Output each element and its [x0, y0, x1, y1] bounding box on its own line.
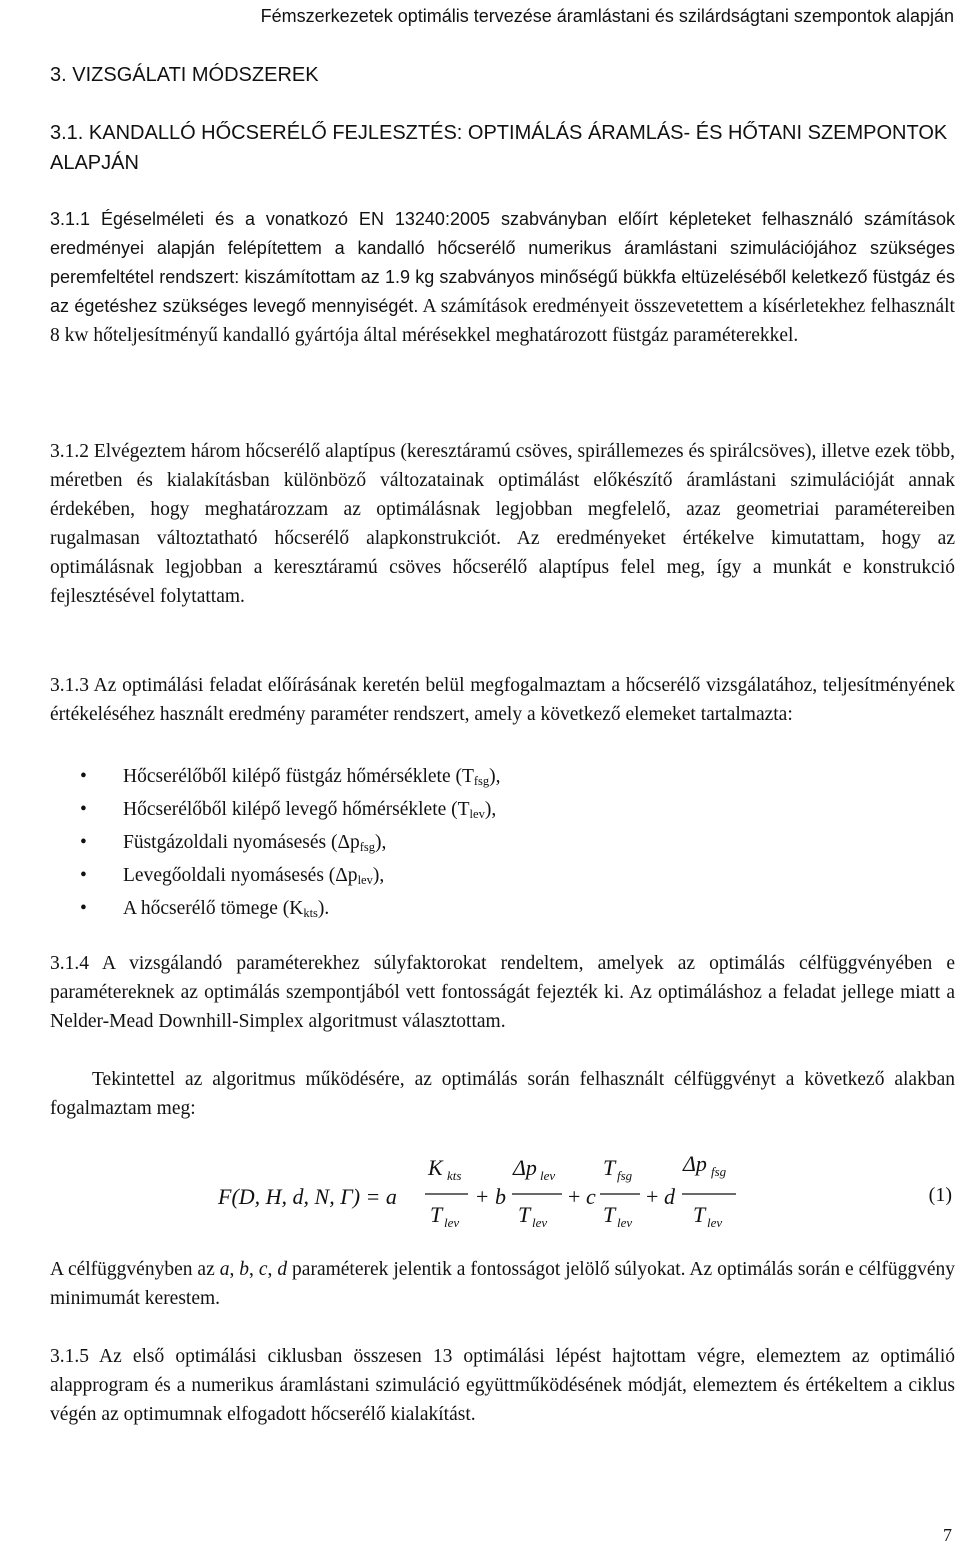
- bullet-icon: •: [80, 766, 87, 787]
- term2-numerator-sub: lev: [540, 1168, 556, 1183]
- term1-denominator: T: [430, 1202, 443, 1227]
- term2-denominator-sub: lev: [532, 1215, 548, 1230]
- paragraph-3-1-4: 3.1.4 A vizsgálandó paraméterekhez súlyfaktorokat rendeltem, amelyek az optimálás célfüggvényében e paramétereknek az optimálás szempontjából vett fontosságát fejezték ki. Az optimáláshoz a feladat jellege miatt a Nelder-Mead Downhill-Simplex algoritmust választottam.: [50, 953, 955, 1032]
- list-item-text: Hőcserélőből kilépő levegő hőmérséklete (T: [123, 799, 470, 820]
- subsection-heading: 3.1. KANDALLÓ HŐCSERÉLŐ FEJLESZTÉS: OPTIMÁLÁS ÁRAMLÁS- ÉS HŐTANI SZEMPONTOK ALAPJÁN: [50, 122, 948, 174]
- running-header: Fémszerkezetek optimális tervezése áramlástani és szilárdságtani szempontok alapján: [260, 6, 954, 26]
- term4-numerator: Δp: [683, 1151, 707, 1176]
- list-item-suffix: ).: [317, 898, 330, 919]
- list-item-text: A hőcserélő tömege (K: [123, 898, 304, 919]
- list-item-suffix: ),: [375, 832, 387, 853]
- term3-numerator: T: [603, 1155, 616, 1180]
- weights-separator: ,: [249, 1259, 259, 1280]
- list-item-suffix: ),: [484, 799, 497, 820]
- objective-function-formula: [0, 1142, 960, 1242]
- term3-denominator: T: [603, 1202, 616, 1227]
- list-item-subscript: lev: [357, 873, 373, 887]
- paragraph-3-1-2: 3.1.2 Elvégeztem három hőcserélő alaptípus (keresztáramú csöves, spirállemezes és spirálcsöves), illetve ezek több, méretben és kialakításban különböző változatainak optimálást előkészítő áramlástani szimulációját annak érdekében, hogy meghatározzam az optimálásnak legjobban megfelelő, azaz geometriai paramétereiben rugalmasan változtatható hőcserélő alapkonstrukciót. Az eredményeket értékelve kimutattam, hogy az optimálásnak legjobban a keresztáramú csöves hőcserélő alaptípus felel meg, így a munkát e konstrukció fejlesztésével folytattam.: [50, 441, 955, 607]
- term2-denominator: T: [518, 1202, 531, 1227]
- list-item: [80, 892, 501, 925]
- plus-sign-3: +: [646, 1184, 659, 1209]
- term3-numerator-sub: fsg: [617, 1168, 633, 1183]
- list-item: [80, 760, 501, 793]
- term1-denominator-sub: lev: [444, 1215, 460, 1230]
- list-item-suffix: ),: [372, 865, 385, 886]
- paragraph-3-1-3: 3.1.3 Az optimálási feladat előírásának keretén belül megfogalmaztam a hőcserélő vizsgálatához, teljesítményének értékeléséhez használt eredmény paraméter rendszert, amely a következő elemeket tartalmazta:: [50, 675, 955, 725]
- weights-suffix: paraméterek jelentik a fontosságot jelölő súlyokat. Az optimálás során e célfüggvény minimumát kerestem.: [50, 1259, 956, 1309]
- weight-b: b: [239, 1259, 250, 1280]
- list-item: [80, 826, 501, 859]
- term3-denominator-sub: lev: [617, 1215, 633, 1230]
- paragraph-3-1-4-continued: Tekintettel az algoritmus működésére, az optimálás során felhasznált célfüggvényt a következő alakban fogalmaztam meg:: [50, 1069, 955, 1119]
- paragraph-3-1-1: [50, 205, 955, 350]
- paragraph-3-1-1-serif-part: A számítások eredményeit összevetettem a kísérletekhez felhasznált 8 kw hőteljesítményű kandalló gyártója által mérésekkel meghatározott füstgáz paraméterekkel.: [50, 296, 955, 346]
- plus-sign-2: +: [568, 1184, 581, 1209]
- term4-denominator-sub: lev: [707, 1215, 723, 1230]
- paragraph-3-1-1-sans-part: 3.1.1 Égéselméleti és a vonatkozó EN 13240:2005 szabványban előírt képleteket felhasználó számítások eredményei alapján felépítettem a kandalló hőcserélő numerikus áramlástani szimulációjához szükséges peremfeltétel rendszert: kiszámítottam az 1.9 kg szabványos minőségű bükkfa eltüzeléséből keletkező füstgáz és az égetéshez szükséges levegő mennyiségét.: [50, 209, 955, 316]
- coef-d: d: [664, 1184, 675, 1209]
- weight-a: a: [219, 1259, 230, 1280]
- term4-denominator: T: [693, 1202, 706, 1227]
- term1-numerator-sub: kts: [447, 1168, 462, 1183]
- bullet-icon: •: [80, 898, 87, 919]
- list-item-subscript: fsg: [359, 840, 376, 854]
- list-item-text: Füstgázoldali nyomásesés (Δp: [123, 832, 360, 853]
- list-item-subscript: lev: [469, 807, 485, 821]
- bullet-icon: •: [80, 799, 87, 820]
- coef-c: c: [586, 1184, 596, 1209]
- term4-numerator-sub: fsg: [711, 1164, 727, 1179]
- list-item-subscript: kts: [303, 906, 318, 920]
- bullet-icon: •: [80, 832, 87, 853]
- formula-lhs: F(D, H, d, N, Γ) = a: [218, 1184, 397, 1209]
- term2-numerator: Δp: [513, 1155, 537, 1180]
- coef-b: b: [495, 1184, 506, 1209]
- weights-prefix: A célfüggvényben az: [50, 1259, 220, 1280]
- paragraph-3-1-5: 3.1.5 Az első optimálási ciklusban összesen 13 optimálási lépést hajtottam végre, elemeztem az optimálió alapprogram és a numerikus áramlástani szimuláció együttműködésének módját, elemeztem és értékeltem a ciklus végén az optimumnak elfogadott hőcserélő kialakítást.: [50, 1346, 955, 1425]
- list-item-suffix: ),: [489, 766, 501, 787]
- weight-c: c: [258, 1259, 268, 1280]
- plus-sign-1: +: [476, 1184, 489, 1209]
- weights-separator: ,: [229, 1259, 240, 1280]
- section-heading: 3. VIZSGÁLATI MÓDSZEREK: [50, 64, 319, 86]
- result-parameter-list: [80, 760, 501, 925]
- list-item: [80, 793, 501, 826]
- weights-separator: ,: [267, 1259, 278, 1280]
- page-number: 7: [943, 1525, 952, 1545]
- list-item-text: Hőcserélőből kilépő füstgáz hőmérséklete (T: [123, 766, 474, 787]
- list-item: [80, 859, 501, 892]
- list-item-text: Levegőoldali nyomásesés (Δp: [123, 865, 358, 886]
- weight-d: d: [277, 1259, 288, 1280]
- paragraph-weights: [50, 1255, 955, 1313]
- list-item-subscript: fsg: [473, 774, 490, 788]
- bullet-icon: •: [80, 865, 87, 886]
- term1-numerator: K: [428, 1155, 443, 1180]
- equation-number: (1): [928, 1184, 952, 1206]
